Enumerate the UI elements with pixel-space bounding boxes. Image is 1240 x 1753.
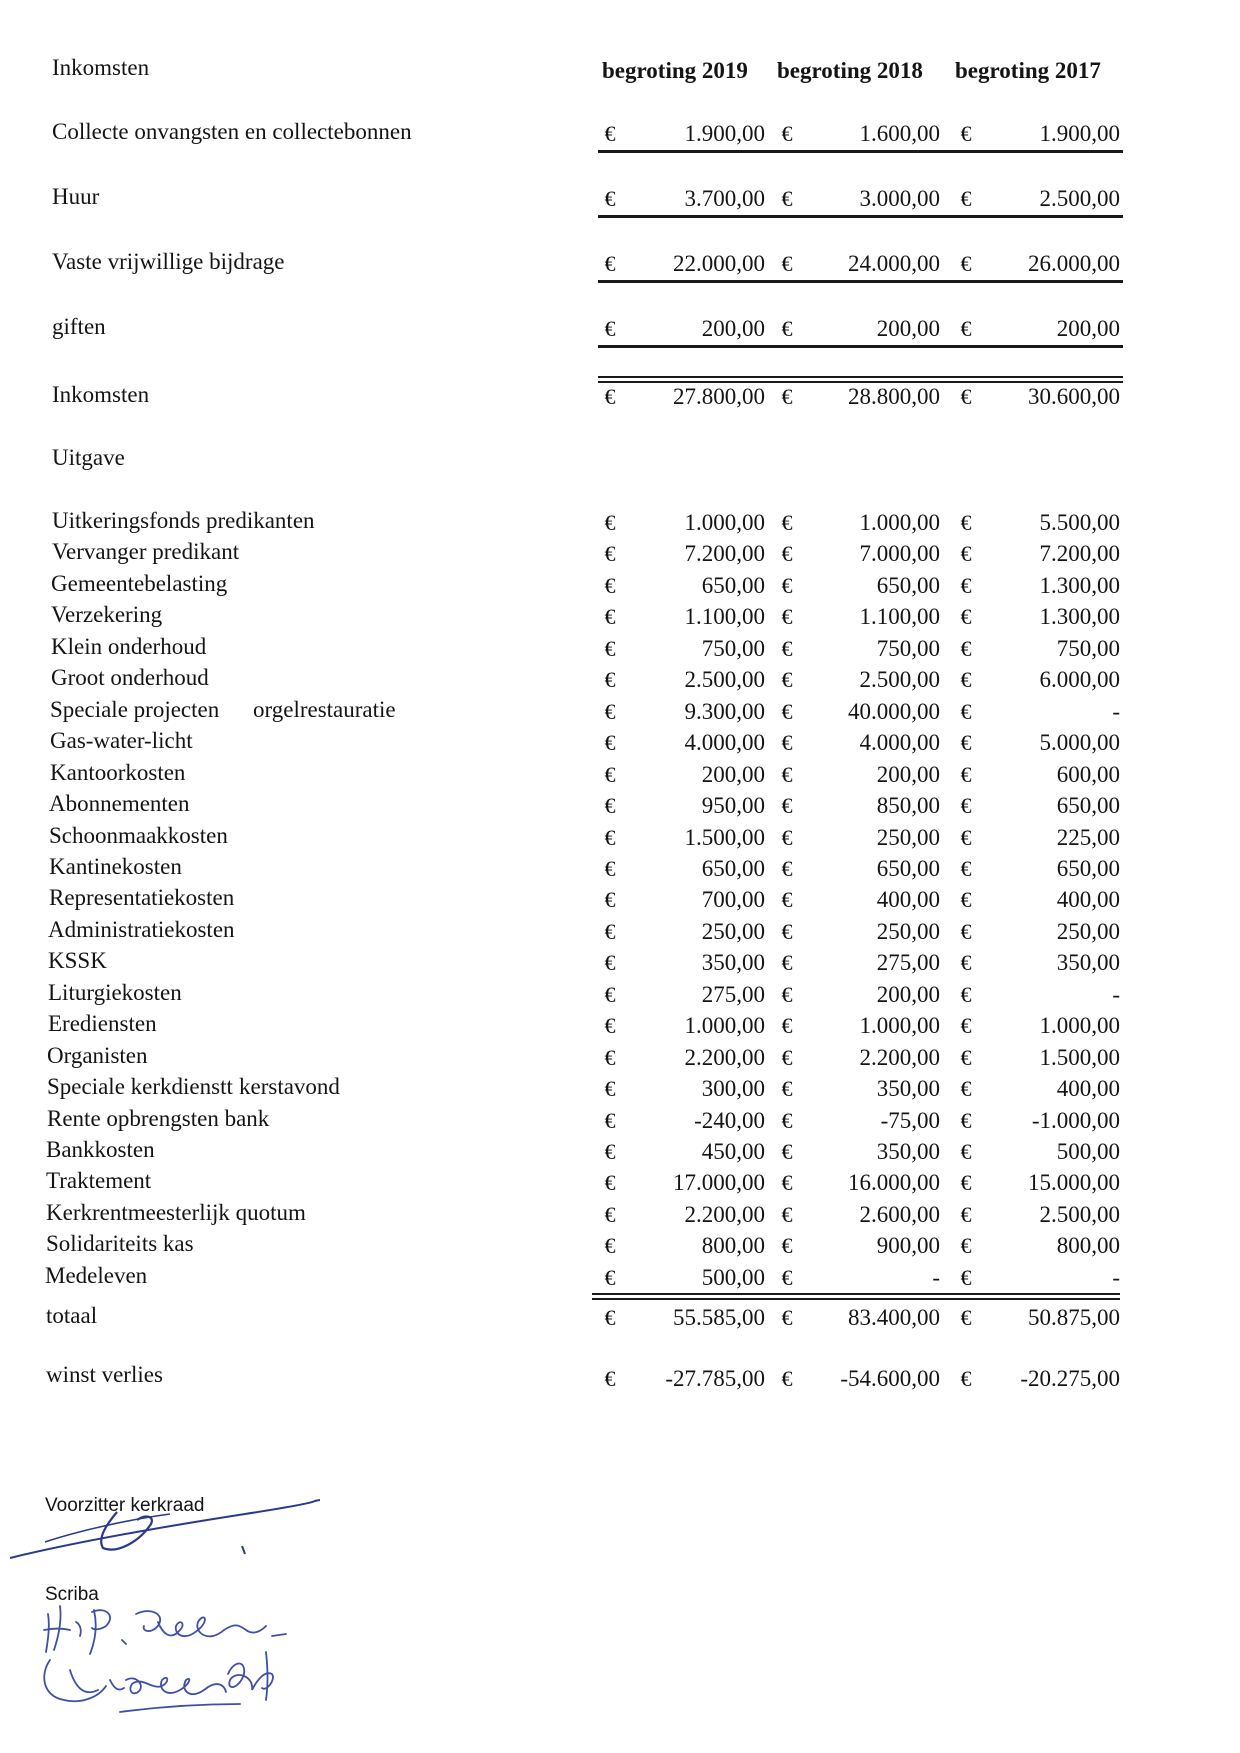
income-row-currency: € [604, 316, 616, 341]
expense-row-currency: € [781, 541, 793, 566]
expense-row-currency: € [781, 950, 793, 975]
expense-row-currency: € [960, 1202, 972, 1227]
expense-row-amount-1: 275,00 [701, 982, 765, 1007]
income-total-amount-1: 27.800,00 [673, 384, 765, 409]
expense-row-currency: € [604, 982, 616, 1007]
result-label: winst verlies [46, 1362, 163, 1387]
expense-row-currency: € [604, 1045, 616, 1070]
expense-row-label: Uitkeringsfonds predikanten [52, 508, 315, 533]
expense-row-label: Vervanger predikant [52, 539, 240, 564]
expense-row-currency: € [604, 1202, 616, 1227]
expense-row-amount-2: 16.000,00 [848, 1170, 940, 1195]
income-row-underline [598, 150, 1123, 153]
expense-row-amount-1: 750,00 [701, 636, 765, 661]
expense-row-currency: € [781, 919, 793, 944]
expense-row-amount-2: 650,00 [876, 856, 940, 881]
expense-row-currency: € [960, 1170, 972, 1195]
expense-row-amount-3: 750,00 [1056, 636, 1120, 661]
expense-row-currency: € [604, 541, 616, 566]
expense-row-label: Organisten [47, 1043, 148, 1068]
expense-row-amount-2: 900,00 [876, 1233, 940, 1258]
income-row-currency: € [604, 186, 616, 211]
expense-row-amount-2: 1.100,00 [859, 604, 940, 629]
expense-row-amount-3: 5.000,00 [1039, 730, 1120, 755]
result-currency: € [604, 1366, 616, 1391]
expense-row-currency: € [781, 730, 793, 755]
expense-row-amount-1: 950,00 [701, 793, 765, 818]
income-total-currency: € [960, 384, 972, 409]
income-row-amount-3: 2.500,00 [1039, 186, 1120, 211]
expense-row-currency: € [960, 919, 972, 944]
expense-total-amount-3: 50.875,00 [1028, 1305, 1120, 1330]
expense-row-amount-3: 650,00 [1056, 793, 1120, 818]
expense-row-label: Gemeentebelasting [51, 571, 228, 596]
expense-row-currency: € [960, 1013, 972, 1038]
expense-row-amount-1: 2.200,00 [684, 1045, 765, 1070]
expense-row-currency: € [781, 1013, 793, 1038]
income-row-underline [598, 215, 1123, 218]
income-row-currency: € [960, 186, 972, 211]
income-row-amount-2: 3.000,00 [859, 186, 940, 211]
expense-row-currency: € [960, 793, 972, 818]
expense-row-currency: € [781, 1108, 793, 1133]
expense-row-currency: € [960, 982, 972, 1007]
expense-row-currency: € [604, 699, 616, 724]
expense-row-label: Liturgiekosten [48, 980, 182, 1005]
expense-row-currency: € [781, 825, 793, 850]
expense-row-currency: € [960, 1233, 972, 1258]
expense-row-label: Kerkrentmeesterlijk quotum [46, 1200, 306, 1225]
income-row-currency: € [604, 251, 616, 276]
expense-row-amount-3: 500,00 [1056, 1139, 1120, 1164]
expense-row-currency: € [781, 510, 793, 535]
expense-row-amount-1: 200,00 [701, 762, 765, 787]
expense-row-currency: € [604, 919, 616, 944]
scribe-signature [40, 1600, 340, 1730]
expense-row-amount-2: 1.000,00 [859, 510, 940, 535]
expense-row-amount-1: 2.500,00 [684, 667, 765, 692]
chair-label: Voorzitter kerkraad [45, 1495, 205, 1516]
expense-row-currency: € [781, 699, 793, 724]
expense-row-label: Kantinekosten [49, 854, 182, 879]
income-row-currency: € [781, 121, 793, 146]
income-row-amount-2: 200,00 [876, 316, 940, 341]
expense-row-amount-3: 800,00 [1056, 1233, 1120, 1258]
expense-row-currency: € [781, 636, 793, 661]
expense-row-currency: € [781, 1233, 793, 1258]
expense-row-amount-2: 1.000,00 [859, 1013, 940, 1038]
income-total-currency: € [781, 384, 793, 409]
expense-row-amount-2: 650,00 [876, 573, 940, 598]
expense-row-label: Rente opbrengsten bank [47, 1106, 270, 1131]
result-currency: € [781, 1366, 793, 1391]
result-amount-3: -20.275,00 [1020, 1366, 1120, 1391]
income-row-underline [598, 345, 1123, 348]
income-row-label: Collecte onvangsten en collectebonnen [52, 119, 412, 144]
expense-row-currency: € [604, 793, 616, 818]
income-row-amount-3: 200,00 [1056, 316, 1120, 341]
expense-total-currency: € [960, 1305, 972, 1330]
expense-row-label: Groot onderhoud [51, 665, 209, 690]
expense-row-currency: € [604, 1108, 616, 1133]
income-row-currency: € [781, 186, 793, 211]
expense-row-currency: € [781, 1265, 793, 1290]
expense-row-amount-2: 200,00 [876, 982, 940, 1007]
expense-row-amount-3: 350,00 [1056, 950, 1120, 975]
expense-row-amount-2: - [932, 1265, 940, 1290]
income-row-currency: € [781, 251, 793, 276]
expense-row-amount-1: 700,00 [701, 887, 765, 912]
expense-row-amount-1: 17.000,00 [673, 1170, 765, 1195]
expense-row-currency: € [604, 667, 616, 692]
income-row-amount-2: 1.600,00 [859, 121, 940, 146]
expense-row-amount-3: -1.000,00 [1031, 1108, 1120, 1133]
expense-row-amount-3: 650,00 [1056, 856, 1120, 881]
expense-row-amount-1: 300,00 [701, 1076, 765, 1101]
income-row-amount-1: 3.700,00 [684, 186, 765, 211]
expense-row-currency: € [960, 856, 972, 881]
expense-row-currency: € [781, 1202, 793, 1227]
expense-row-currency: € [604, 604, 616, 629]
expense-row-currency: € [604, 887, 616, 912]
expense-row-amount-1: 500,00 [701, 1265, 765, 1290]
expense-row-currency: € [960, 762, 972, 787]
expense-row-amount-3: - [1112, 1265, 1120, 1290]
expense-row-amount-3: 1.500,00 [1039, 1045, 1120, 1070]
expense-row-currency: € [960, 699, 972, 724]
expense-row-label: Traktement [46, 1168, 152, 1193]
expense-row-label: Speciale projecten [50, 697, 220, 722]
expense-row-label: Abonnementen [49, 791, 190, 816]
expense-row-amount-1: 250,00 [701, 919, 765, 944]
income-total-label: Inkomsten [52, 382, 150, 407]
expense-row-amount-1: 4.000,00 [684, 730, 765, 755]
expense-row-currency: € [604, 1265, 616, 1290]
expense-row-note: kerstavond [239, 1074, 340, 1099]
column-header-1: begroting 2019 [602, 58, 748, 83]
income-row-amount-2: 24.000,00 [848, 251, 940, 276]
expense-row-amount-2: 250,00 [876, 825, 940, 850]
expense-row-amount-1: 2.200,00 [684, 1202, 765, 1227]
expense-row-currency: € [781, 667, 793, 692]
expense-row-amount-2: 400,00 [876, 887, 940, 912]
expense-row-currency: € [781, 762, 793, 787]
expense-row-currency: € [960, 825, 972, 850]
expense-row-currency: € [960, 887, 972, 912]
expense-row-amount-3: 1.300,00 [1039, 604, 1120, 629]
expense-row-amount-2: 200,00 [876, 762, 940, 787]
expense-row-currency: € [781, 1170, 793, 1195]
expense-row-currency: € [604, 636, 616, 661]
expense-row-currency: € [960, 510, 972, 535]
expense-row-currency: € [960, 1045, 972, 1070]
income-row-amount-3: 26.000,00 [1028, 251, 1120, 276]
expense-row-currency: € [604, 1139, 616, 1164]
expense-row-label: Schoonmaakkosten [49, 823, 228, 848]
expense-row-amount-1: 800,00 [701, 1233, 765, 1258]
expense-row-amount-2: -75,00 [880, 1108, 940, 1133]
expense-row-amount-3: 600,00 [1056, 762, 1120, 787]
income-row-amount-3: 1.900,00 [1039, 121, 1120, 146]
income-total-double-rule-top [598, 376, 1123, 378]
expense-row-amount-1: 450,00 [701, 1139, 765, 1164]
expense-row-amount-3: 400,00 [1056, 1076, 1120, 1101]
expense-row-amount-2: 2.500,00 [859, 667, 940, 692]
expense-row-currency: € [781, 1139, 793, 1164]
income-row-label: giften [52, 314, 106, 339]
expense-row-currency: € [960, 573, 972, 598]
expense-row-currency: € [604, 510, 616, 535]
income-total-amount-2: 28.800,00 [848, 384, 940, 409]
expense-row-amount-3: 2.500,00 [1039, 1202, 1120, 1227]
expense-row-label: KSSK [48, 948, 107, 973]
expense-total-double-rule-bottom [592, 1298, 1120, 1300]
expense-row-currency: € [604, 950, 616, 975]
expense-row-amount-3: - [1112, 982, 1120, 1007]
expense-row-currency: € [781, 604, 793, 629]
expense-row-currency: € [781, 1076, 793, 1101]
expense-row-currency: € [604, 762, 616, 787]
expense-total-currency: € [604, 1305, 616, 1330]
income-row-currency: € [781, 316, 793, 341]
expense-row-currency: € [960, 1108, 972, 1133]
income-row-underline [598, 280, 1123, 283]
expense-row-label: Kantoorkosten [50, 760, 186, 785]
expense-row-amount-2: 750,00 [876, 636, 940, 661]
expense-row-label: Administratiekosten [48, 917, 235, 942]
expense-row-amount-2: 7.000,00 [859, 541, 940, 566]
column-header-2: begroting 2018 [777, 58, 923, 83]
expense-row-currency: € [960, 541, 972, 566]
section-title-income: Inkomsten [52, 55, 150, 80]
income-total-amount-3: 30.600,00 [1028, 384, 1120, 409]
expense-row-currency: € [604, 1233, 616, 1258]
income-row-currency: € [960, 121, 972, 146]
expense-row-amount-1: 1.000,00 [684, 1013, 765, 1038]
expense-row-amount-1: 7.200,00 [684, 541, 765, 566]
expense-row-currency: € [781, 793, 793, 818]
expense-row-amount-1: 9.300,00 [684, 699, 765, 724]
expense-row-amount-3: 1.300,00 [1039, 573, 1120, 598]
expense-row-label: Speciale kerkdienstt [47, 1074, 233, 1099]
expense-row-label: Gas-water-licht [50, 728, 193, 753]
expense-row-currency: € [960, 1139, 972, 1164]
expense-row-currency: € [604, 573, 616, 598]
section-title-expense: Uitgave [52, 445, 125, 470]
expense-row-amount-3: 400,00 [1056, 887, 1120, 912]
income-row-currency: € [960, 316, 972, 341]
expense-row-label: Medeleven [45, 1263, 148, 1288]
expense-row-currency: € [604, 1076, 616, 1101]
result-amount-2: -54.600,00 [840, 1366, 940, 1391]
expense-total-double-rule-top [592, 1293, 1120, 1295]
expense-row-amount-2: 350,00 [876, 1076, 940, 1101]
expense-row-currency: € [604, 1170, 616, 1195]
expense-row-label: Erediensten [48, 1011, 157, 1036]
expense-row-label: Bankkosten [46, 1137, 155, 1162]
expense-row-amount-3: 225,00 [1056, 825, 1120, 850]
expense-row-amount-2: 850,00 [876, 793, 940, 818]
expense-row-amount-1: 1.000,00 [684, 510, 765, 535]
income-row-label: Huur [52, 184, 100, 209]
expense-row-currency: € [781, 1045, 793, 1070]
expense-row-amount-3: 7.200,00 [1039, 541, 1120, 566]
expense-row-currency: € [960, 950, 972, 975]
result-amount-1: -27.785,00 [665, 1366, 765, 1391]
expense-row-amount-2: 350,00 [876, 1139, 940, 1164]
expense-row-amount-2: 4.000,00 [859, 730, 940, 755]
expense-row-currency: € [960, 1076, 972, 1101]
result-currency: € [960, 1366, 972, 1391]
expense-row-amount-3: 250,00 [1056, 919, 1120, 944]
income-row-amount-1: 22.000,00 [673, 251, 765, 276]
expense-total-amount-2: 83.400,00 [848, 1305, 940, 1330]
expense-total-currency: € [781, 1305, 793, 1330]
expense-row-currency: € [960, 604, 972, 629]
expense-row-amount-2: 40.000,00 [848, 699, 940, 724]
expense-row-currency: € [604, 730, 616, 755]
expense-row-amount-1: -240,00 [694, 1108, 765, 1133]
expense-row-amount-3: 15.000,00 [1028, 1170, 1120, 1195]
expense-row-amount-3: 5.500,00 [1039, 510, 1120, 535]
expense-row-amount-3: - [1112, 699, 1120, 724]
expense-row-amount-3: 6.000,00 [1039, 667, 1120, 692]
income-total-currency: € [604, 384, 616, 409]
income-row-currency: € [960, 251, 972, 276]
expense-row-currency: € [960, 1265, 972, 1290]
expense-row-currency: € [781, 887, 793, 912]
expense-row-amount-1: 350,00 [701, 950, 765, 975]
income-row-label: Vaste vrijwillige bijdrage [52, 249, 285, 274]
expense-row-currency: € [604, 825, 616, 850]
expense-row-label: Verzekering [51, 602, 163, 627]
expense-row-amount-1: 650,00 [701, 856, 765, 881]
column-header-3: begroting 2017 [955, 58, 1101, 83]
expense-row-amount-3: 1.000,00 [1039, 1013, 1120, 1038]
expense-row-currency: € [781, 573, 793, 598]
expense-row-amount-2: 2.600,00 [859, 1202, 940, 1227]
expense-row-note: orgelrestauratie [253, 697, 396, 722]
expense-total-amount-1: 55.585,00 [673, 1305, 765, 1330]
expense-row-amount-2: 2.200,00 [859, 1045, 940, 1070]
expense-row-currency: € [604, 1013, 616, 1038]
expense-row-amount-1: 1.100,00 [684, 604, 765, 629]
expense-row-amount-1: 1.500,00 [684, 825, 765, 850]
chair-signature [5, 1480, 325, 1560]
expense-row-label: Solidariteits kas [46, 1231, 194, 1256]
income-row-currency: € [604, 121, 616, 146]
expense-row-amount-2: 250,00 [876, 919, 940, 944]
expense-row-currency: € [960, 636, 972, 661]
expense-row-currency: € [960, 730, 972, 755]
expense-row-currency: € [960, 667, 972, 692]
expense-row-label: Klein onderhoud [51, 634, 207, 659]
expense-total-label: totaal [46, 1303, 98, 1328]
expense-row-amount-1: 650,00 [701, 573, 765, 598]
expense-row-label: Representatiekosten [49, 885, 235, 910]
income-row-amount-1: 200,00 [701, 316, 765, 341]
expense-row-amount-2: 275,00 [876, 950, 940, 975]
scribe-label: Scriba [45, 1584, 99, 1605]
expense-row-currency: € [781, 982, 793, 1007]
income-row-amount-1: 1.900,00 [684, 121, 765, 146]
expense-row-currency: € [604, 856, 616, 881]
expense-row-currency: € [781, 856, 793, 881]
